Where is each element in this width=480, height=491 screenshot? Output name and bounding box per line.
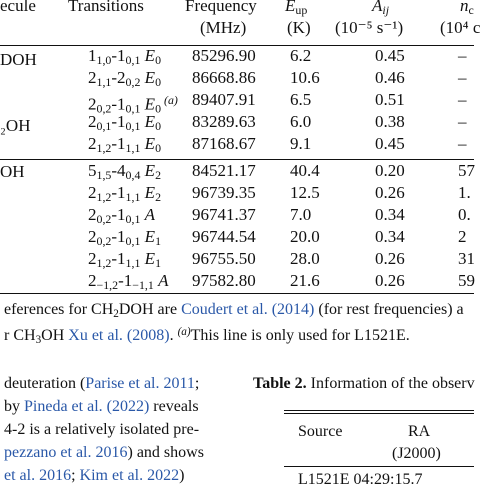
transition-cell: $2_{-1,2}-1_{-1,1}$ A bbox=[88, 271, 169, 292]
table-2-caption: Table 2. Information of the observ bbox=[253, 375, 475, 392]
transition-cell: $2_{1,2}-1_{1,1}$ $E_0$ bbox=[88, 134, 162, 155]
frequency-cell: 96744.54 bbox=[192, 227, 256, 246]
frequency-cell: 84521.17 bbox=[192, 161, 256, 180]
aij-cell: 0.26 bbox=[375, 183, 405, 202]
eup-cell: 9.1 bbox=[290, 134, 312, 153]
frequency-cell: 96741.37 bbox=[192, 205, 256, 224]
ncrit-cell: – bbox=[458, 112, 467, 131]
table-2-first-row: L1521E 04:29:15.7 bbox=[298, 471, 423, 488]
frequency-cell: 83289.63 bbox=[192, 112, 256, 131]
header-ncrit-unit: (10⁴ c bbox=[440, 18, 480, 37]
ncrit-cell: 0. bbox=[458, 205, 471, 224]
body-line-4: pezzano et al. 2016) and shows bbox=[4, 444, 204, 461]
transition-cell: $2_{0,1}-1_{0,1}$ $E_0$ bbox=[88, 112, 162, 133]
table-2-header-rule bbox=[284, 466, 474, 467]
ncrit-cell: 31 bbox=[458, 249, 475, 268]
eup-cell: 28.0 bbox=[290, 249, 320, 268]
ncrit-cell: 57 bbox=[458, 161, 475, 180]
table-2-header-source: Source bbox=[298, 423, 343, 440]
ncrit-cell: 2 bbox=[458, 227, 467, 246]
header-frequency: Frequency bbox=[185, 0, 257, 15]
header-eup: $E_{up}$ bbox=[285, 0, 308, 17]
ncrit-cell: – bbox=[458, 46, 467, 65]
citation-spezzano-2016[interactable]: pezzano et al. 2016 bbox=[4, 444, 128, 461]
header-aij-unit: (10⁻⁵ s⁻¹) bbox=[335, 18, 404, 37]
table-2-top-rule-2 bbox=[284, 413, 474, 414]
aij-cell: 0.34 bbox=[375, 227, 405, 246]
aij-cell: 0.45 bbox=[375, 46, 405, 65]
header-transitions: Transitions bbox=[68, 0, 144, 15]
ncrit-cell: – bbox=[458, 90, 467, 109]
aij-cell: 0.20 bbox=[375, 161, 405, 180]
table-bottom-rule bbox=[0, 293, 474, 294]
eup-cell: 21.6 bbox=[290, 271, 320, 290]
eup-cell: 12.5 bbox=[290, 183, 320, 202]
header-aij: $A_{ij}$ bbox=[372, 0, 389, 17]
header-ncrit: $n_c$ bbox=[460, 0, 474, 17]
frequency-cell: 96739.35 bbox=[192, 183, 256, 202]
eup-cell: 7.0 bbox=[290, 205, 312, 224]
transition-cell: $2_{0,2}-1_{0,1}$ A bbox=[88, 205, 156, 226]
eup-cell: 6.5 bbox=[290, 90, 312, 109]
transition-cell: $1_{1,0}-1_{0,1}$ $E_0$ bbox=[88, 46, 162, 67]
aij-cell: 0.26 bbox=[375, 249, 405, 268]
eup-cell: 10.6 bbox=[290, 68, 320, 87]
transition-cell: $5_{1,5}-4_{0,4}$ $E_2$ bbox=[88, 161, 162, 182]
frequency-cell: 87168.67 bbox=[192, 134, 256, 153]
aij-cell: 0.45 bbox=[375, 134, 405, 153]
table-2-top-rule-1 bbox=[284, 410, 474, 411]
frequency-cell: 85296.90 bbox=[192, 46, 256, 65]
table-footnote-line-1: eferences for $CH_2DOH$ are Coudert et al. (2014) (for rest frequencies) a bbox=[4, 301, 464, 320]
eup-cell: 6.0 bbox=[290, 112, 312, 131]
header-molecule: ecule bbox=[0, 0, 36, 15]
ncrit-cell: – bbox=[458, 134, 467, 153]
molecule-chd2oh-fragment: ₂OH bbox=[0, 116, 31, 135]
table-2-header-ra: RA bbox=[408, 423, 431, 440]
citation-2016[interactable]: et al. 2016 bbox=[4, 467, 72, 484]
ncrit-cell: 59 bbox=[458, 271, 475, 290]
eup-cell: 20.0 bbox=[290, 227, 320, 246]
body-line-5: et al. 2016; Kim et al. 2022) bbox=[4, 467, 185, 484]
frequency-cell: 89407.91 bbox=[192, 90, 256, 109]
citation-pineda-2022[interactable]: Pineda et al. (2022) bbox=[24, 398, 150, 415]
citation-parise-2011[interactable]: Parise et al. 2011 bbox=[85, 375, 195, 392]
body-line-3: 4-2 is a relatively isolated pre- bbox=[4, 421, 200, 438]
transition-cell: $2_{1,2}-1_{1,1}$ $E_2$ bbox=[88, 183, 162, 204]
aij-cell: 0.34 bbox=[375, 205, 405, 224]
frequency-cell: 86668.86 bbox=[192, 68, 256, 87]
ncrit-cell: – bbox=[458, 68, 467, 87]
table-2-header-ra-unit: (J2000) bbox=[392, 445, 441, 462]
aij-cell: 0.51 bbox=[375, 90, 405, 109]
citation-xu-2008[interactable]: Xu et al. (2008) bbox=[68, 327, 170, 345]
frequency-cell: 97582.80 bbox=[192, 271, 256, 290]
header-frequency-unit: (MHz) bbox=[200, 18, 247, 37]
aij-cell: 0.26 bbox=[375, 271, 405, 290]
eup-cell: 6.2 bbox=[290, 46, 312, 65]
aij-cell: 0.46 bbox=[375, 68, 405, 87]
citation-kim-2022[interactable]: Kim et al. 2022 bbox=[79, 467, 180, 484]
citation-coudert-2014[interactable]: Coudert et al. (2014) bbox=[181, 301, 315, 318]
transition-cell: $2_{1,2}-1_{1,1}$ $E_1$ bbox=[88, 249, 162, 270]
eup-cell: 40.4 bbox=[290, 161, 320, 180]
ncrit-cell: 1. bbox=[458, 183, 471, 202]
table-footnote-line-2: r $CH_3OH$ Xu et al. (2008). $^{(a)}$This line is only used for L1521E. bbox=[4, 326, 410, 346]
group-rule bbox=[0, 159, 474, 160]
transition-cell: $2_{0,2}-1_{0,1}$ $E_0^{(a)}$ bbox=[88, 93, 178, 116]
transition-cell: $2_{1,1}-2_{0,2}$ $E_0$ bbox=[88, 68, 162, 89]
molecule-ch2doh-fragment: DOH bbox=[0, 50, 37, 69]
header-eup-unit: (K) bbox=[287, 18, 311, 37]
body-line-1: deuteration (Parise et al. 2011; bbox=[4, 375, 200, 392]
frequency-cell: 96755.50 bbox=[192, 249, 256, 268]
body-line-2: by Pineda et al. (2022) reveals bbox=[4, 398, 199, 415]
molecule-ch3oh-fragment: OH bbox=[0, 162, 25, 181]
transition-cell: $2_{0,2}-1_{0,1}$ $E_1$ bbox=[88, 227, 162, 248]
aij-cell: 0.38 bbox=[375, 112, 405, 131]
